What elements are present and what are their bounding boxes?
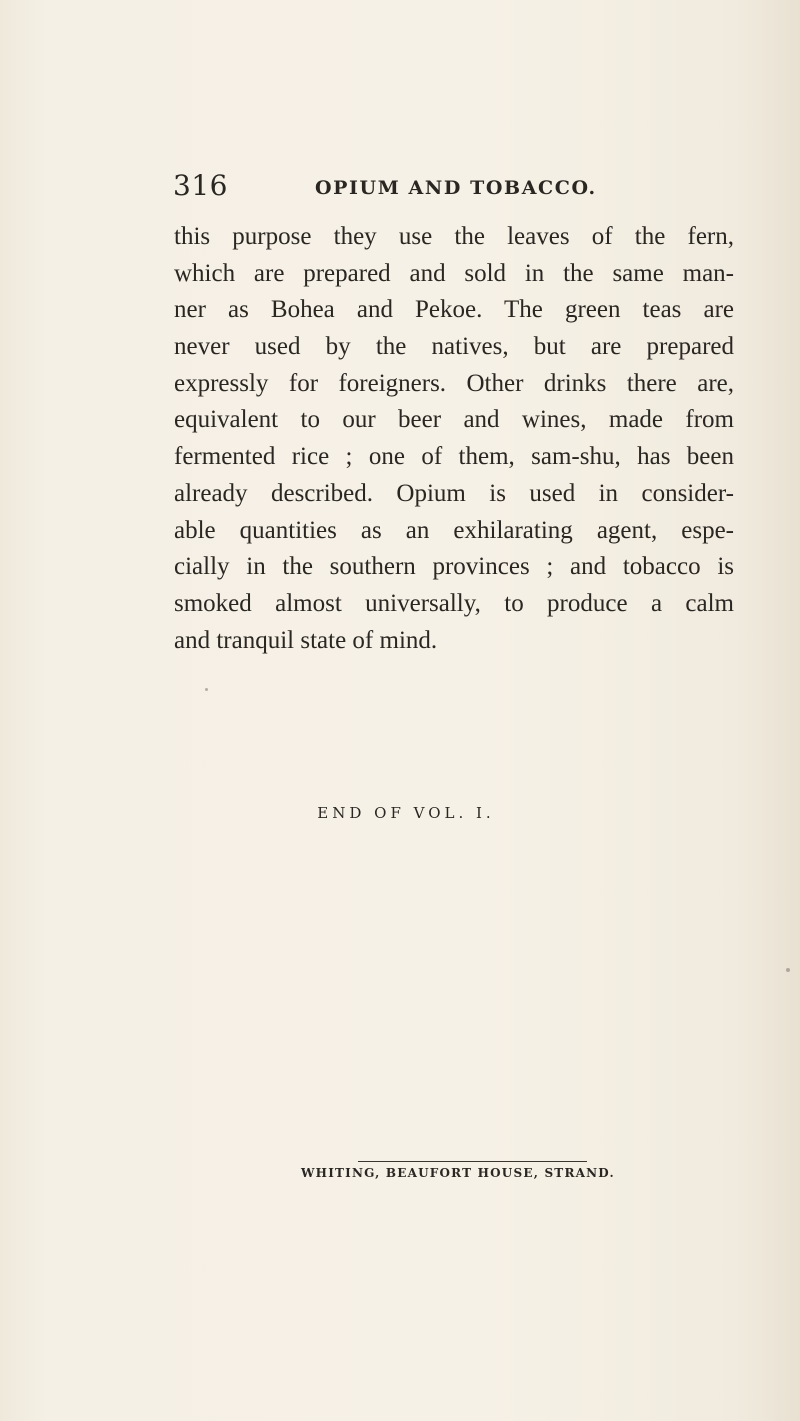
text-line: fermented rice ; one of them, sam-shu, has been (174, 443, 734, 471)
text-line: expressly for foreigners. Other drinks there are, (174, 369, 734, 397)
page-number: 316 (173, 169, 228, 202)
text-line: and tranquil state of mind. (174, 626, 438, 654)
body-paragraph (174, 219, 734, 659)
paper-speck (786, 968, 790, 972)
text-line: able quantities as an exhilarating agent, espe- (174, 516, 734, 544)
text-line: cially in the southern provinces ; and tobacco is (174, 553, 734, 581)
text-line: ner as Bohea and Pekoe. The green teas are (174, 296, 734, 324)
text-line: already described. Opium is used in consider- (174, 479, 734, 507)
end-of-volume-mark: END OF VOL. I. (317, 804, 495, 822)
text-line: equivalent to our beer and wines, made from (174, 406, 734, 434)
text-line: this purpose they use the leaves of the fern, (174, 223, 734, 250)
paper-speck (205, 688, 208, 691)
running-head: OPIUM AND TOBACCO. (315, 177, 597, 199)
text-line: never used by the natives, but are prepared (174, 333, 734, 361)
imprint-rule (358, 1161, 587, 1162)
text-line: smoked almost universally, to produce a calm (174, 589, 734, 617)
text-line: which are prepared and sold in the same man- (174, 259, 734, 287)
page-header (173, 170, 633, 210)
printer-imprint: WHITING, BEAUFORT HOUSE, STRAND. (301, 1166, 615, 1180)
